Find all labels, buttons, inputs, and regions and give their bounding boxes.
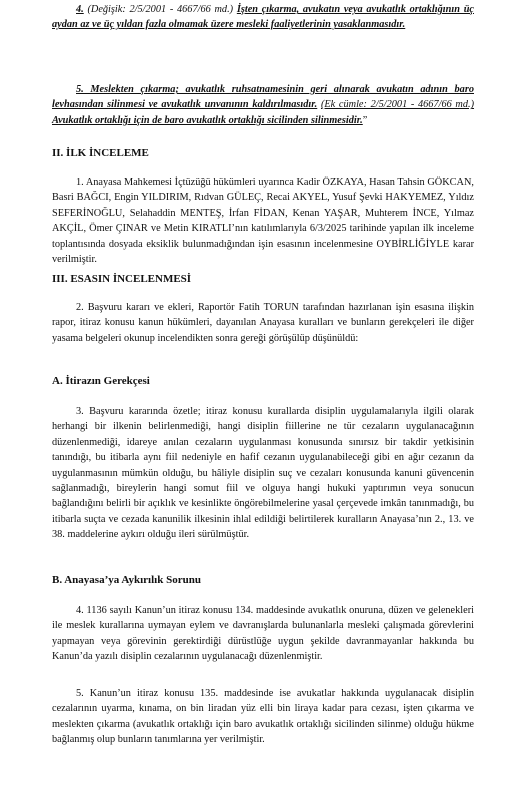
subsection-title-anayasaya-aykirilik: B. Anayasa’ya Aykırılık Sorunu <box>52 574 201 586</box>
amendment-4-text: İşten çıkarma, avukatın veya avukatlık ortaklığının üç aydan az ve üç yıldan fazla olmamak üzere mesleki faaliyetlerinin yasaklanmasıdır. <box>52 4 474 31</box>
section-title-ilk-inceleme: II. İLK İNCELEME <box>52 147 149 159</box>
amendment-5-note: (Ek cümle: 2/5/2001 - 4667/66 md.) <box>320 99 475 111</box>
amendment-5-text-2: Avukatlık ortaklığı için de baro avukatlık ortaklığı sicilinden silinmesidir. <box>52 114 363 126</box>
closing-quote: ” <box>362 114 368 126</box>
paragraph-2: 2. Başvuru kararı ve ekleri, Raportör Fatih TORUN tarafından hazırlanan işin esasına ilişkin rapor, itiraz konusu kanun hükümleri, dayanılan Anayasa kuralları ve bunların gerekçeleri ile diğer yasama belgeleri okunup incelendikten sonra gereği görüşülüp düşünüldü: <box>52 302 474 344</box>
paragraph-1: 1. Anayasa Mahkemesi İçtüzüğü hükümleri uyarınca Kadir ÖZKAYA, Hasan Tahsin GÖKCAN, Basri BAĞCI, Engin YILDIRIM, Rıdvan GÜLEÇ, Recai AKYEL, Yusuf Şevki HAKYEMEZ, Yıldız SEFERİNOĞLU, Selahaddin MENTEŞ, İrfan FİDAN, Kenan YAŞAR, Muhterem İNCE, Yılmaz AKÇİL, Ömer ÇINAR ve Metin KIRATLI’nın katılımlarıyla 6/3/2025 tarihinde yapılan ilk inceleme toplantısında dosyada eksiklik bulunmadığından işin esasının incelenmesine OYBİRLİĞİYLE karar verilmiştir. <box>52 177 474 266</box>
amendment-item-5 <box>52 82 474 128</box>
paragraph-3: 3. Başvuru kararında özetle; itiraz konusu kurallarda disiplin uygulamalarıyla ilgili olarak herhangi bir ilkenin belirlenmediği, hangi disiplin fiillerine ne tür cezaların uygulanacağının düzenlenmediği, idareye anılan cezaların uygulanması konusunda sınırsız bir takdir yetkisinin tanındığı, bu itibarla aynı fiil nedeniyle en hafif cezanın uygulanabileceği gibi en ağır cezanın da uygulanmasının mümkün olduğu, bu hâliyle disiplin suç ve cezaları konusunda kanuni güvencenin sağlanmadığı, bireylerin hangi somut fiil ve olguya hangi hukuki yaptırımın veya sonucun bağlandığını belirli bir açıklık ve kesinlikte öngörebilmelerine yasal çerçevede imkân tanınmadığı, bu itibarla suçta ve cezada kanunilik ilkesinin ihlal edildiği belirtilerek kuralların Anayasa’nın 2., 13. ve 38. maddelerine aykırı olduğu ileri sürülmüştür. <box>52 406 474 541</box>
subsection-title-itirazin-gerekcesi: A. İtirazın Gerekçesi <box>52 375 150 387</box>
paragraph-4: 4. 1136 sayılı Kanun’un itiraz konusu 134. maddesinde avukatlık onuruna, düzen ve gelenekleri ile meslek kurallarına uymayan eylem ve davranışlarda bulunanlarla mesleki çalışmada görevlerini yapmayan veya görevinin gerektirdiği dürüstlüğe uygun şekilde davranmayanlar hakkında bu Kanun’da yazılı disiplin cezalarının uygulanacağı düzenlenmiştir. <box>52 605 474 663</box>
amendment-5-text-1: 5. Meslekten çıkarma; avukatlık ruhsatnamesinin geri alınarak avukatın adının baro levhasından silinmesi ve avukatlık unvanının kaldırılmasıdır. <box>52 84 474 111</box>
section-title-esasin-incelenmesi: III. ESASIN İNCELENMESİ <box>52 273 192 285</box>
amendment-4-number: 4. <box>76 4 84 15</box>
amendment-item-4 <box>52 2 474 33</box>
paragraph-5: 5. Kanun’un itiraz konusu 135. maddesinde ise avukatlar hakkında uygulanacak disiplin cezalarının uyarma, kınama, on bin liradan yüz elli bin liraya kadar para cezası, işten çıkarma ve meslekten çıkarma (avukatlık ortaklığı için baro avukatlık ortaklığı sicilinden silinme) olduğu hükme bağlanmış olup bunların tanımlarına yer verilmiştir. <box>52 688 474 746</box>
amendment-4-note: (Değişik: 2/5/2001 - 4667/66 md.) <box>87 4 234 15</box>
